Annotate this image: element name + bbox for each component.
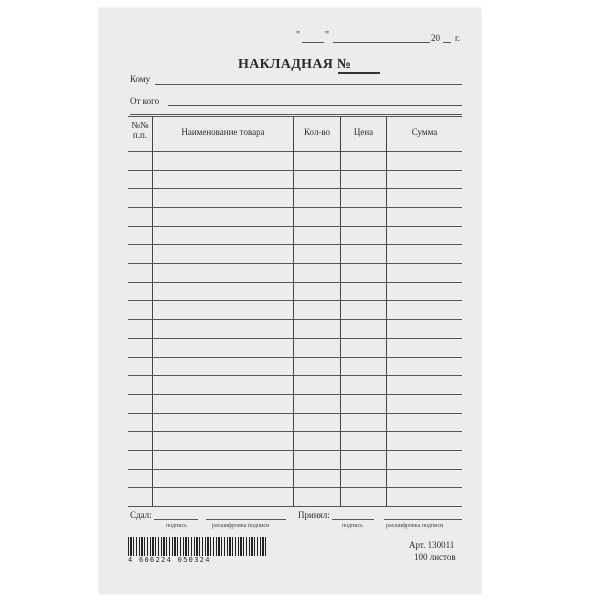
table-row[interactable] [128,431,462,432]
table-row[interactable] [128,188,462,189]
table-header-border [128,151,462,152]
table-row[interactable] [128,469,462,470]
table-row[interactable] [128,226,462,227]
handed-signature-line[interactable] [154,519,198,520]
received-signature-line[interactable] [332,519,374,520]
table-row[interactable] [128,394,462,395]
column-divider [340,116,341,506]
table-row[interactable] [128,338,462,339]
to-field-line[interactable] [155,84,462,85]
date-close-quote: " [325,30,330,41]
date-month-line[interactable] [333,42,430,43]
from-field-line[interactable] [168,105,462,106]
date-year-prefix: 20 [431,33,440,43]
document-title: НАКЛАДНАЯ № [238,57,352,72]
table-row[interactable] [128,263,462,264]
barcode-number: 4 606224 050324 [128,556,268,564]
table-row[interactable] [128,487,462,488]
header-row-number: №№ п.п. [131,120,149,140]
table-row[interactable] [128,282,462,283]
table-row[interactable] [128,413,462,414]
column-divider [386,116,387,506]
table-row[interactable] [128,506,462,507]
table-row[interactable] [128,357,462,358]
received-signature-caption: подпись [342,523,363,529]
handed-label: Сдал: [130,510,152,520]
date-year-suffix: г. [455,33,460,43]
column-divider [293,116,294,506]
goods-table [128,116,462,506]
table-row[interactable] [128,319,462,320]
article-number: Арт. 130011 [409,540,455,550]
table-row[interactable] [128,375,462,376]
header-price: Цена [353,127,374,137]
table-top-border [128,116,462,117]
column-divider [152,116,153,506]
received-decode-line[interactable] [384,519,462,520]
table-row[interactable] [128,450,462,451]
header-product-name: Наименование товара [181,127,265,137]
table-row[interactable] [128,244,462,245]
from-label: От кого [130,96,160,106]
from-field-line-2[interactable] [130,114,462,115]
sheet-count: 100 листов [414,552,456,562]
table-row[interactable] [128,300,462,301]
handed-decode-caption: расшифровка подписи [212,523,270,529]
handed-decode-line[interactable] [206,519,286,520]
table-row[interactable] [128,170,462,171]
header-quantity: Кол-во [303,127,331,137]
invoice-number-line[interactable] [338,72,380,74]
barcode-image [128,537,268,556]
header-sum: Сумма [411,127,438,137]
date-year-line[interactable] [443,42,451,43]
handed-signature-caption: подпись [166,523,187,529]
received-decode-caption: расшифровка подписи [386,523,444,529]
date-open-quote: " [296,30,301,41]
to-label: Кому [130,74,151,84]
table-row[interactable] [128,207,462,208]
date-day-line[interactable] [302,42,324,43]
received-label: Принял: [298,510,330,520]
